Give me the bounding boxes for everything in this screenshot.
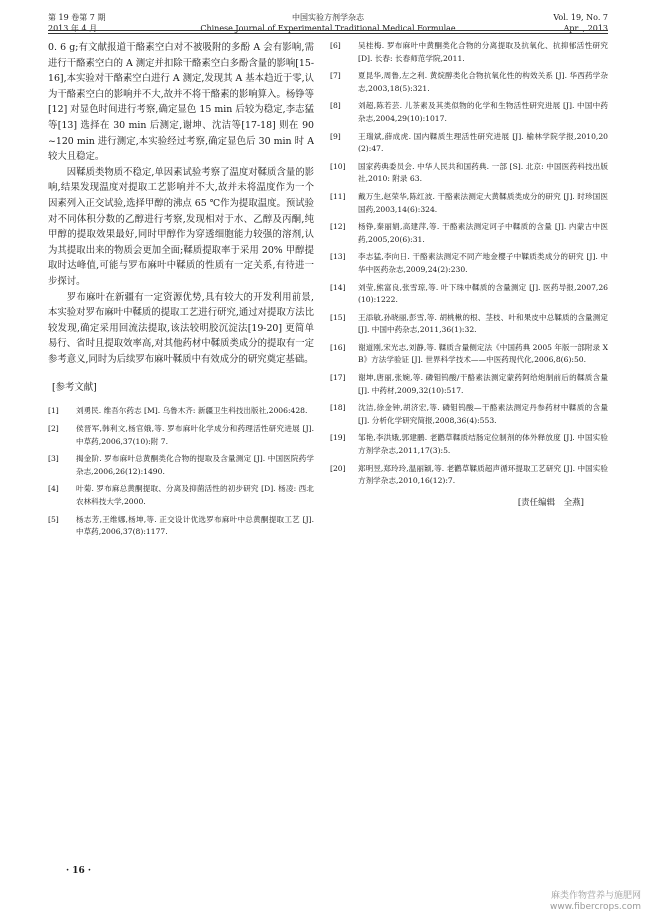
reference-number: [15] [330, 312, 346, 322]
reference-text: 戴万生,赵荣华,陈红波. 干酪素法测定大黄鞣质类成分的研究 [J]. 时珍国医国药,2003,14(6):324. [358, 191, 608, 214]
right-column [330, 40, 608, 800]
responsible-editor: [责任编辑 全燕] [517, 497, 584, 508]
reference-item [48, 453, 314, 478]
reference-text: 吴桂梅. 罗布麻叶中黄酮类化合物的分离提取及抗氧化、抗抑郁活性研究 [D]. 长春: 长春师范学院,2011. [358, 41, 608, 63]
reference-text: 揭金阶. 罗布麻叶总黄酮类化合物的提取及含量测定 [J]. 中国医院药学杂志,2006,26(12):1490. [76, 454, 314, 476]
reference-item [330, 161, 608, 186]
reference-list-right [330, 40, 608, 488]
reference-number: [2] [48, 424, 59, 434]
reference-item [48, 405, 314, 418]
reference-text: 邹艳,李洪娥,郭建鹏. 老鹳草鞣质结肠定位制剂的体外释放度 [J]. 中国实验方剂学杂志,2011,17(3):5. [358, 433, 608, 456]
reference-number: [19] [330, 433, 346, 443]
reference-text: 杨铮,秦丽娟,高建萍,等. 干酪素法测定诃子中鞣质的含量 [J]. 内蒙古中医药,2005,20(6):31. [358, 222, 608, 244]
reference-text: 王添敏,孙晓丽,彭雪,等. 胡桃楸的根、茎枝、叶和果皮中总鞣质的含量测定 [J]. 中国中药杂志,2011,36(1):32. [358, 312, 608, 335]
reference-number: [18] [330, 403, 346, 413]
reference-item [330, 372, 608, 397]
reference-item [330, 251, 608, 276]
reference-item [330, 312, 608, 337]
page-number: · 16 · [66, 866, 92, 876]
reference-text: 夏昆华,周鲁,左之利. 黄烷醇类化合物抗氧化性的构效关系 [J]. 华西药学杂志,2003,18(5):321. [358, 71, 608, 93]
reference-item [330, 432, 608, 457]
reference-number: [4] [48, 484, 59, 494]
reference-number: [16] [330, 342, 346, 352]
reference-number: [9] [330, 131, 341, 141]
reference-item [330, 100, 608, 125]
reference-number: [7] [330, 71, 341, 81]
reference-item [330, 282, 608, 307]
site-watermark [550, 891, 641, 913]
reference-list-left [48, 405, 314, 538]
reference-text: 谢道刚,宋光志,刘静,等. 鞣质含量侧定法《中国药典 2005 年版一部附录 XB》方法学验证 [J]. 世界科学技术——中医药现代化,2006,8(6):50. [358, 342, 608, 365]
watermark-site-name: 麻类作物营养与施肥网 [550, 891, 641, 901]
header-volume-issue-english: Vol. 19, No. 7 [553, 13, 608, 22]
reference-number: [6] [330, 41, 341, 50]
reference-text: 王瑞斌,薛成虎. 国内鞣质生理活性研究进展 [J]. 榆林学院学报,2010,20(2):47. [358, 131, 608, 154]
reference-item [330, 402, 608, 427]
reference-number: [14] [330, 282, 346, 292]
reference-text: 郑明昱,郑玲玲,温丽颖,等. 老鹳草鞣质超声循环提取工艺研究 [J]. 中国实验方剂学杂志,2010,16(12):7. [358, 463, 608, 486]
reference-number: [11] [330, 191, 346, 201]
watermark-url: www.fibercrops.com [550, 902, 641, 912]
reference-text: 刘超,陈若芸. 儿茶素及其类似物的化学和生物活性研究进展 [J]. 中国中药杂志,2004,29(10):1017. [358, 101, 608, 123]
header-volume-issue: 第 19 卷第 7 期 [48, 13, 106, 22]
journal-title-english: Chinese Journal of Experimental Traditional Medical Formulae [200, 24, 456, 33]
left-column [48, 40, 314, 830]
reference-text: 国家药典委员会. 中华人民共和国药典. 一部 [S]. 北京: 中国医药科技出版社,2010: 附录 63. [358, 161, 608, 184]
reference-number: [17] [330, 373, 346, 383]
references-heading: [参考文献] [52, 382, 97, 394]
header-rule [48, 30, 608, 31]
reference-text: 沈洁,徐金钟,胡济宏,等. 磷钼钨酸—干酪素法测定丹参药材中鞣质的含量 [J]. 分析化学研究简报,2008,36(4):553. [358, 403, 608, 425]
header-date-english: Apr. , 2013 [563, 24, 608, 33]
reference-item [48, 483, 314, 508]
reference-text: 谢坤,唐丽,张婉,等. 磷钼钨酸/干酪素法测定蒙药阿给炮制前后的鞣质含量 [J]. 中药材,2009,32(10):517. [358, 373, 608, 395]
reference-number: [1] [48, 406, 59, 416]
reference-item [330, 70, 608, 95]
body-paragraph-1: 0. 6 g;有文献报道干酪素空白对不被吸附的多酚 A 会有影响,需进行干酪素空白的 A 测定并扣除干酪素空白多酚含量的影响[15-16],本实验对干酪素空白进行 A 测定,发现其 A 基本趋近于零,认为干酪素空白的影响并不大,故并不将干酪素的影响算入。杨铮等[12] 对显色时间进行考察,确定显色 15 min 后较为稳定,李志猛等[13] 选择在 30 min 后测定,谢坤、沈洁等[17-18] 则在 90 ~120 min 进行测定,本实验经过考察,确定显色后 30 min 时 A 较大且稳定。 [48, 42, 314, 163]
reference-text: 侯晋军,韩利文,杨官娥,等. 罗布麻叶化学成分和药理活性研究进展 [J]. 中草药,2006,37(10):附 7. [76, 424, 314, 446]
reference-text: 刘莹,熊富良,张雪琼,等. 叶下珠中鞣质的含量测定 [J]. 医药导报,2007,26(10):1222. [358, 282, 608, 305]
reference-number: [10] [330, 161, 346, 171]
reference-text: 李志猛,李向日. 干酪素法测定不同产地金樱子中鞣质类成分的研究 [J]. 中华中医药杂志,2009,24(2):230. [358, 252, 608, 274]
reference-item [330, 342, 608, 367]
reference-item [330, 131, 608, 156]
reference-item [48, 514, 314, 539]
reference-text: 叶菊. 罗布麻总黄酮提取、分离及抑菌活性的初步研究 [D]. 杨凌: 西北农林科技大学,2000. [76, 484, 314, 507]
reference-text: 刘勇民. 维吾尔药志 [M]. 乌鲁木齐: 新疆卫生科技出版社,2006:428. [76, 406, 308, 416]
reference-number: [13] [330, 252, 346, 262]
reference-number: [12] [330, 222, 346, 232]
body-paragraph-2: 因鞣质类物质不稳定,单因素试验考察了温度对鞣质含量的影响,结果发现温度对提取工艺影响并不大,故并未将温度作为一个因素列入正交试验,选择甲醇的沸点 65 ℃作为提取温度。预试验对不同体积分数的乙醇进行考察,发现相对于水、乙醇及丙酮,纯甲醇的提取效果最好,同时甲醇作为穿透细胞能力较强的溶剂,认为其提取出来的物质会更加全面;鞣质提取率于采用 20% 甲醇提取时达峰值,可能与罗布麻叶中鞣质的性质有一定关系,有待进一步探讨。 [48, 166, 314, 287]
reference-number: [20] [330, 463, 346, 473]
reference-item [48, 423, 314, 448]
reference-item [330, 40, 608, 65]
body-paragraph-3: 罗布麻叶在新疆有一定资源优势,具有较大的开发利用前景,本实验对罗布麻叶中鞣质的提取工艺进行研究,通过对提取方法比较发现,确定采用回流法提取,该法较明胶沉淀法[19-20] 更简单易行、省时且提取效率高,对其他药材中鞣质类成分的提取有一定参考意义,同时为后续罗布麻叶鞣质中有效成分的研究奠定基础。 [48, 291, 314, 365]
reference-item [330, 191, 608, 216]
header-date: 2013 年 4 月 [48, 24, 98, 33]
reference-number: [3] [48, 454, 59, 464]
reference-number: [5] [48, 514, 59, 524]
reference-text: 杨志芳,王维娜,杨坤,等. 正交设计优选罗布麻叶中总黄酮提取工艺 [J]. 中草药,2006,37(8):1177. [76, 514, 314, 537]
header-rule-thin [48, 33, 608, 34]
journal-title-chinese: 中国实验方剂学杂志 [292, 13, 364, 22]
reference-number: [8] [330, 101, 341, 111]
reference-item [330, 221, 608, 246]
reference-item [330, 463, 608, 488]
